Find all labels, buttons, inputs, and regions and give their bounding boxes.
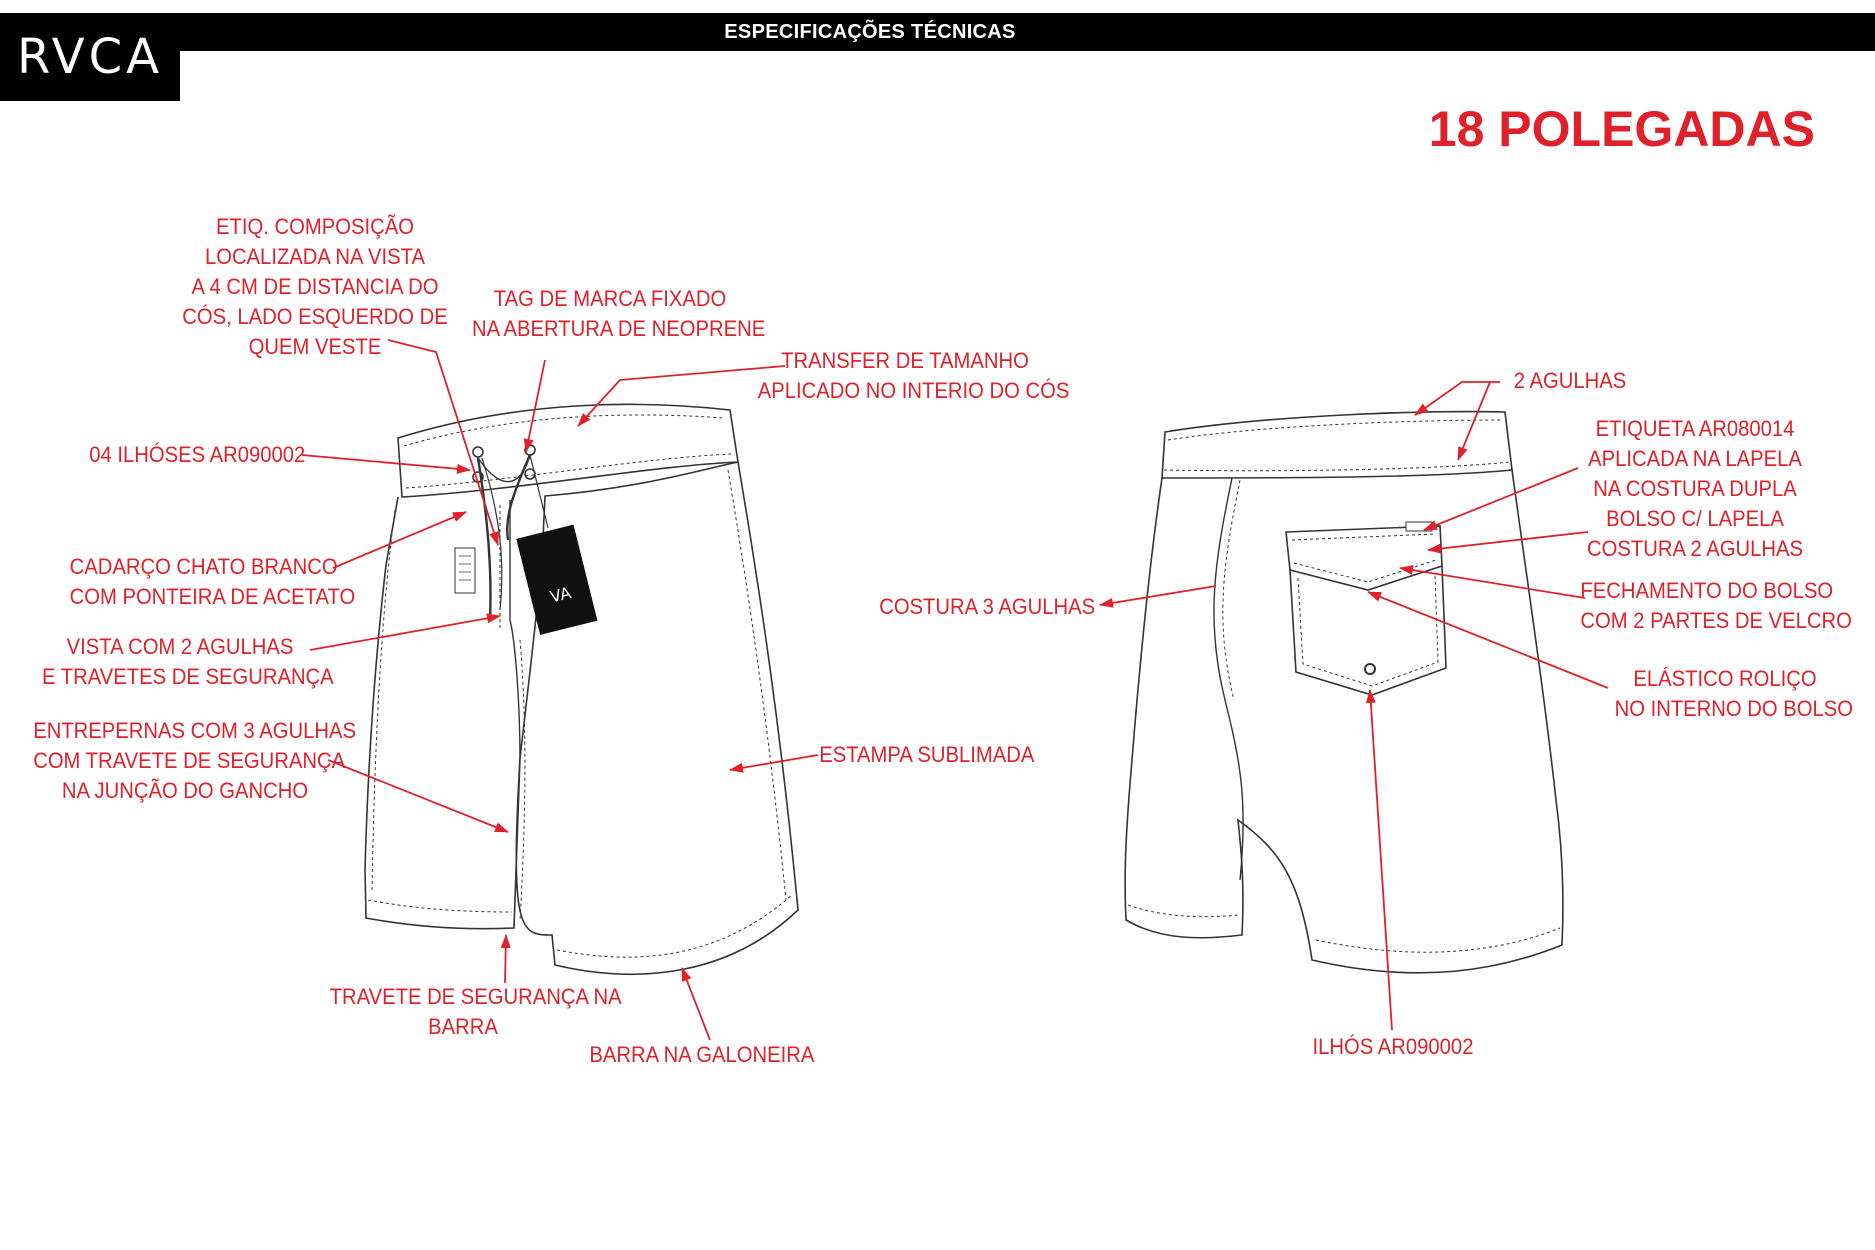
arrow-entrepernas [328,760,508,832]
label-elastico: ELÁSTICO ROLIÇO NO INTERNO DO BOLSO [1614,666,1854,721]
label-tag-marca: TAG DE MARCA FIXADO NA ABERTURA DE NEOPRENE [472,286,766,341]
label-etiqueta: ETIQUETA AR080014 APLICADA NA LAPELA NA COSTURA DUPLA [1588,416,1802,501]
label-costura-3: COSTURA 3 AGULHAS [879,594,1096,619]
label-bolso: BOLSO C/ LAPELA COSTURA 2 AGULHAS [1587,506,1803,561]
label-ilhoses: 04 ILHÓSES AR090002 [89,442,306,467]
label-barra-galoneira: BARRA NA GALONEIRA [589,1042,815,1067]
arrow-travete [505,935,506,983]
back-waistband [1162,412,1512,478]
pocket-flap [1286,526,1442,590]
arrow-elastico [1368,592,1608,688]
label-cadarco: CADARÇO CHATO BRANCO COM PONTEIRA DE ACETATO [69,554,356,609]
front-body [365,462,798,974]
label-fechamento: FECHAMENTO DO BOLSO COM 2 PARTES DE VELCRO [1580,578,1852,633]
page-title: 18 POLEGADAS [1428,101,1815,157]
front-shorts [365,404,798,974]
arrow-estampa [730,755,818,770]
arrow-bolso [1428,532,1588,550]
label-ilhos: ILHÓS AR090002 [1312,1034,1474,1059]
label-estampa: ESTAMPA SUBLIMADA [819,742,1035,767]
arrow-cadarco [333,512,466,568]
hang-tag-logo: VA [548,583,574,607]
label-transfer: TRANSFER DE TAMANHO APLICADO NO INTERIO DO CÓS [757,348,1070,403]
arrow-vista [310,616,500,650]
label-vista: VISTA COM 2 AGULHAS E TRAVETES DE SEGURANÇA [42,634,334,689]
arrow-ilhos [1370,690,1392,1030]
back-shorts [1125,412,1563,973]
arrow-barra [682,968,710,1040]
header-title: ESPECIFICAÇÕES TÉCNICAS [724,21,1016,43]
front-waistband [398,404,738,497]
brand-logo-text: RVCA [17,29,163,85]
label-entrepernas: ENTREPERNAS COM 3 AGULHAS COM TRAVETE DE SEGURANÇA NA JUNÇÃO DO GANCHO [33,718,357,803]
label-etiq-composicao: ETIQ. COMPOSIÇÃO LOCALIZADA NA VISTA A 4 CM DE DISTANCIA DO CÓS, LADO ESQUERDO DE QUEM VESTE [182,214,448,359]
hang-tag [517,525,597,634]
label-travete-barra: TRAVETE DE SEGURANÇA NA BARRA [329,984,622,1039]
arrow-etiqueta [1424,468,1578,530]
arrow-costura3 [1100,586,1216,605]
arrow-fechamento [1400,568,1585,598]
label-2-agulhas: 2 AGULHAS [1513,368,1627,393]
